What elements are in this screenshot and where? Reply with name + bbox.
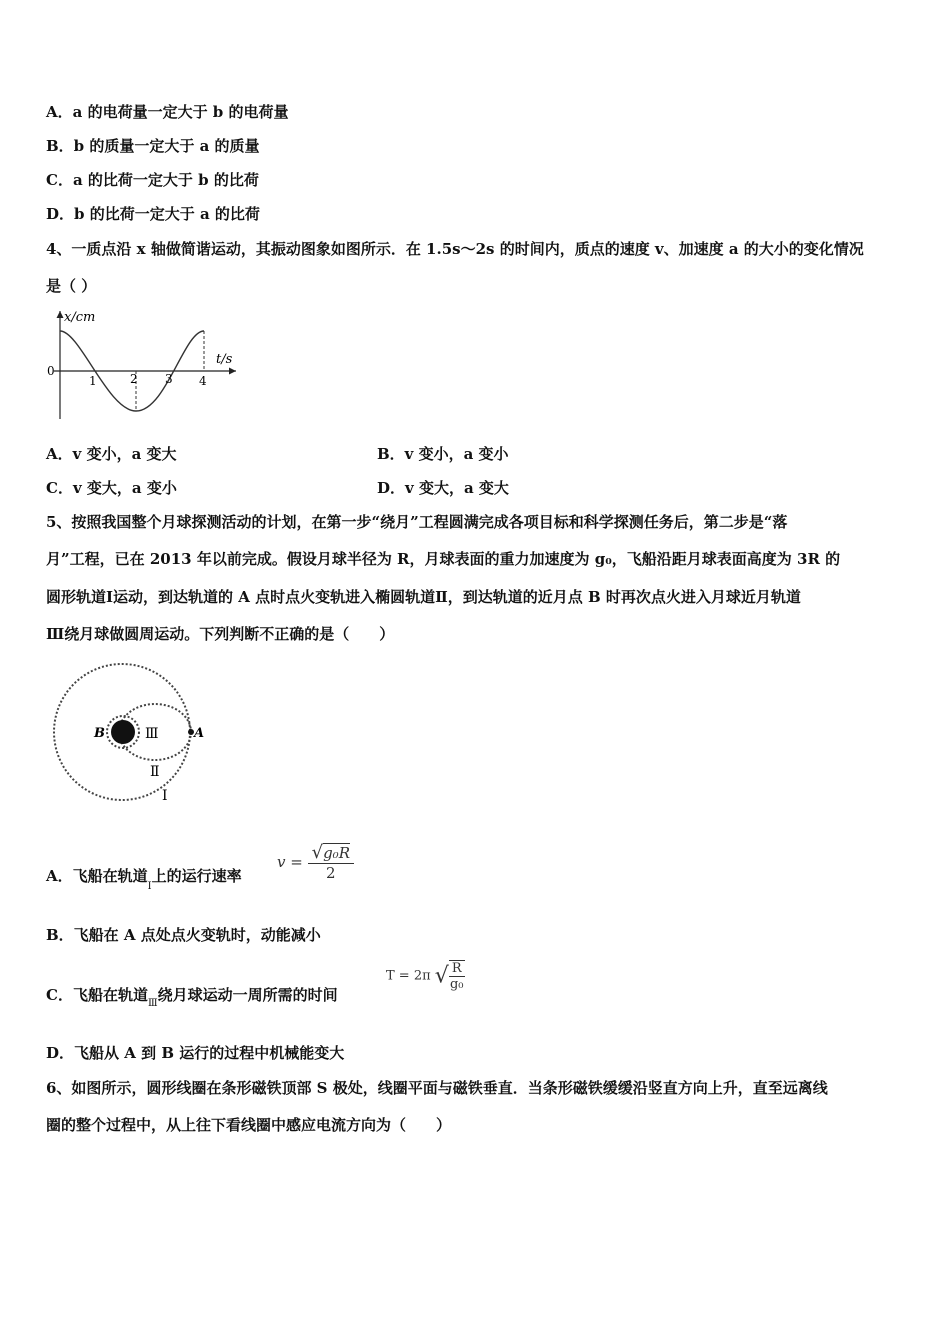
formula-t-numerator: R (449, 961, 465, 977)
q5-option-a-text2: 上的运行速率 (151, 867, 242, 885)
formula-t-fraction (449, 960, 465, 992)
q5-stem-line1: 5、按照我国整个月球探测活动的计划，在第一步“绕月”工程圆满完成各项目标和科学探测任务后，第二步是“落 (46, 513, 788, 531)
tick-4: 4 (199, 374, 207, 388)
q4-option-d: D．v 变大，a 变大 (377, 479, 509, 497)
q5-option-a-orbit: Ⅰ (147, 881, 152, 892)
y-axis-label: x/cm (64, 310, 96, 325)
q3-option-d: D．b 的比荷一定大于 a 的比荷 (46, 205, 260, 223)
q5-option-d: D．飞船从 A 到 B 运行的过程中机械能变大 (46, 1044, 345, 1062)
label-a: A (194, 726, 205, 741)
q5-stem-line4: Ⅲ绕月球做圆周运动。下列判断不正确的是（ ） (46, 625, 395, 643)
q5-stem-line2: 月”工程，已在 2013 年以前完成。假设月球半径为 R，月球表面的重力加速度为 g₀，飞船沿距月球表面高度为 3R 的 (46, 550, 841, 568)
q4-option-c: C．v 变大，a 变小 (46, 479, 177, 497)
q5-option-c-orbit: Ⅲ (147, 998, 158, 1009)
formula-t-lhs: T = 2π (386, 968, 431, 984)
formula-v-denominator: 2 (326, 864, 336, 882)
q4-stem-line1: 4、一质点沿 x 轴做简谐运动，其振动图象如图所示．在 1.5s～2s 的时间内，质点的速度 v、加速度 a 的大小的变化情况 (46, 240, 864, 258)
tick-3: 3 (165, 372, 173, 386)
q5-option-c (46, 985, 338, 1008)
formula-v (277, 842, 354, 882)
q4-stem-line2: 是（ ） (46, 277, 97, 295)
q3-option-b: B．b 的质量一定大于 a 的质量 (46, 137, 260, 155)
q5-option-c-text2: 绕月球运动一周所需的时间 (157, 986, 338, 1004)
q3-option-c: C．a 的比荷一定大于 b 的比荷 (46, 171, 259, 189)
q6-stem-line2: 圈的整个过程中，从上往下看线圈中感应电流方向为（ ） (46, 1116, 452, 1134)
formula-t: T = 2π √ $\frac{R}{\text{g₀}}$ (386, 961, 464, 992)
label-ii: Ⅱ (150, 764, 160, 780)
moon-icon (111, 720, 135, 744)
formula-v-fraction: $\frac{\text{√g₀R}}{2}$ (308, 842, 354, 882)
label-iii: Ⅲ (145, 726, 159, 742)
q4-vibration-graph (44, 305, 244, 425)
origin-label: 0 (47, 364, 55, 378)
q3-option-a: A．a 的电荷量一定大于 b 的电荷量 (46, 103, 289, 121)
q4-option-a: A．v 变小，a 变大 (46, 445, 177, 463)
formula-t-denominator: g₀ (449, 977, 464, 992)
q5-stem-line3: 圆形轨道Ⅰ运动，到达轨道的 A 点时点火变轨进入椭圆轨道Ⅱ，到达轨道的近月点 B 时再次点火进入月球近月轨道 (46, 588, 801, 606)
q6-stem-line1: 6、如图所示，圆形线圈在条形磁铁顶部 S 极处，线圈平面与磁铁垂直．当条形磁铁缓缓沿竖直方向上升，直至远离线 (46, 1079, 828, 1097)
label-i: Ⅰ (162, 788, 168, 804)
q5-option-a-text: A．飞船在轨道 (46, 867, 148, 885)
tick-1: 1 (89, 374, 97, 388)
tick-2: 2 (130, 372, 138, 386)
formula-v-lhs: v = (277, 853, 303, 871)
q5-option-c-text: C．飞船在轨道 (46, 986, 148, 1004)
label-b: B (94, 726, 105, 741)
q4-option-b: B．v 变小，a 变小 (377, 445, 509, 463)
q5-option-b: B．飞船在 A 点处点火变轨时，动能减小 (46, 926, 321, 944)
formula-v-numerator: g₀R (323, 844, 350, 862)
q5-orbit-diagram (50, 660, 220, 810)
q5-option-a (46, 866, 242, 892)
x-axis-label: t/s (216, 352, 233, 367)
